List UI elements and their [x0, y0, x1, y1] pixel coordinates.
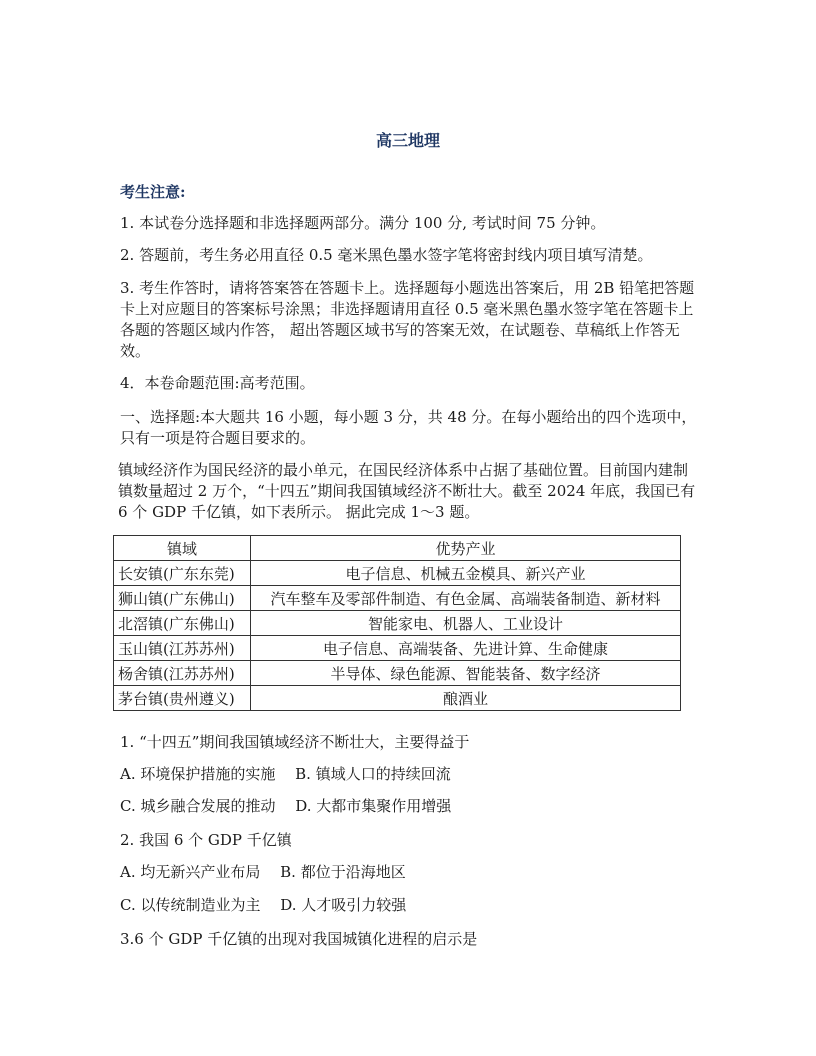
table-row — [114, 661, 681, 686]
table-row — [114, 611, 681, 636]
town-cell: 狮山镇(广东佛山) — [114, 586, 251, 611]
column-header-industry: 优势产业 — [251, 536, 681, 561]
question-1-stem: 1. “十四五”期间我国镇域经济不断壮大，主要得益于 — [120, 733, 470, 751]
industry-cell: 酿酒业 — [251, 686, 681, 711]
table-row — [114, 636, 681, 661]
notice-item-4: 4．本卷命题范围:高考范围。 — [120, 374, 315, 392]
question-2-stem: 2. 我国 6 个 GDP 千亿镇 — [120, 831, 292, 849]
town-cell: 杨舍镇(江苏苏州) — [114, 661, 251, 686]
page-title: 高三地理 — [375, 131, 440, 150]
question-3-stem: 3.6 个 GDP 千亿镇的出现对我国城镇化进程的启示是 — [120, 930, 478, 948]
notice-item-1: 1. 本试卷分选择题和非选择题两部分。满分 100 分, 考试时间 75 分钟。 — [120, 214, 606, 232]
industry-cell: 汽车整车及零部件制造、有色金属、高端装备制造、新材料 — [251, 586, 681, 611]
industry-cell: 电子信息、机械五金模具、新兴产业 — [251, 561, 681, 586]
industry-cell: 半导体、绿色能源、智能装备、数字经济 — [251, 661, 681, 686]
table-row — [114, 586, 681, 611]
notice-item-2: 2. 答题前，考生务必用直径 0.5 毫米黑色墨水签字笔将密封线内项目填写清楚。 — [120, 246, 653, 264]
table-row — [114, 561, 681, 586]
notice-heading: 考生注意: — [120, 183, 186, 201]
town-cell: 茅台镇(贵州遵义) — [114, 686, 251, 711]
question-2-options-cd: C. 以传统制造业为主 D. 人才吸引力较强 — [120, 896, 407, 914]
question-2-options-ab: A. 均无新兴产业布局 B. 都位于沿海地区 — [120, 863, 406, 881]
section-intro: 一、选择题:本大题共 16 小题，每小题 3 分，共 48 分。在每小题给出的四个选项中，只有一项是符合题目要求的。 — [120, 408, 697, 447]
question-1-options-ab: A. 环境保护措施的实施 B. 镇域人口的持续回流 — [120, 765, 451, 783]
question-1-options-cd: C. 城乡融合发展的推动 D. 大都市集聚作用增强 — [120, 797, 452, 815]
industry-cell: 智能家电、机器人、工业设计 — [251, 611, 681, 636]
notice-item-3: 3. 考生作答时，请将答案答在答题卡上。选择题每小题选出答案后，用 2B 铅笔把答题卡上对应题目的答案标号涂黑；非选择题请用直径 0.5 毫米黑色墨水签字笔在答题卡上各题的答题区域内作答， 超出答题区域书写的答案无效，在试题卷、草稿纸上作答无效。 — [120, 279, 695, 360]
passage-text: 镇域经济作为国民经济的最小单元，在国民经济体系中占据了基础位置。目前国内建制镇数量超过 2 万个，“十四五”期间我国镇域经济不断壮大。截至 2024 年底，我国已有 6 个 GDP 千亿镇，如下表所示。 据此完成 1～3 题。 — [118, 461, 696, 521]
industry-cell: 电子信息、高端装备、先进计算、生命健康 — [251, 636, 681, 661]
table-header-row — [114, 536, 681, 561]
table-row — [114, 686, 681, 711]
data-table — [113, 535, 681, 711]
town-cell: 长安镇(广东东莞) — [114, 561, 251, 586]
column-header-town: 镇域 — [114, 536, 251, 561]
town-cell: 玉山镇(江苏苏州) — [114, 636, 251, 661]
town-cell: 北滘镇(广东佛山) — [114, 611, 251, 636]
